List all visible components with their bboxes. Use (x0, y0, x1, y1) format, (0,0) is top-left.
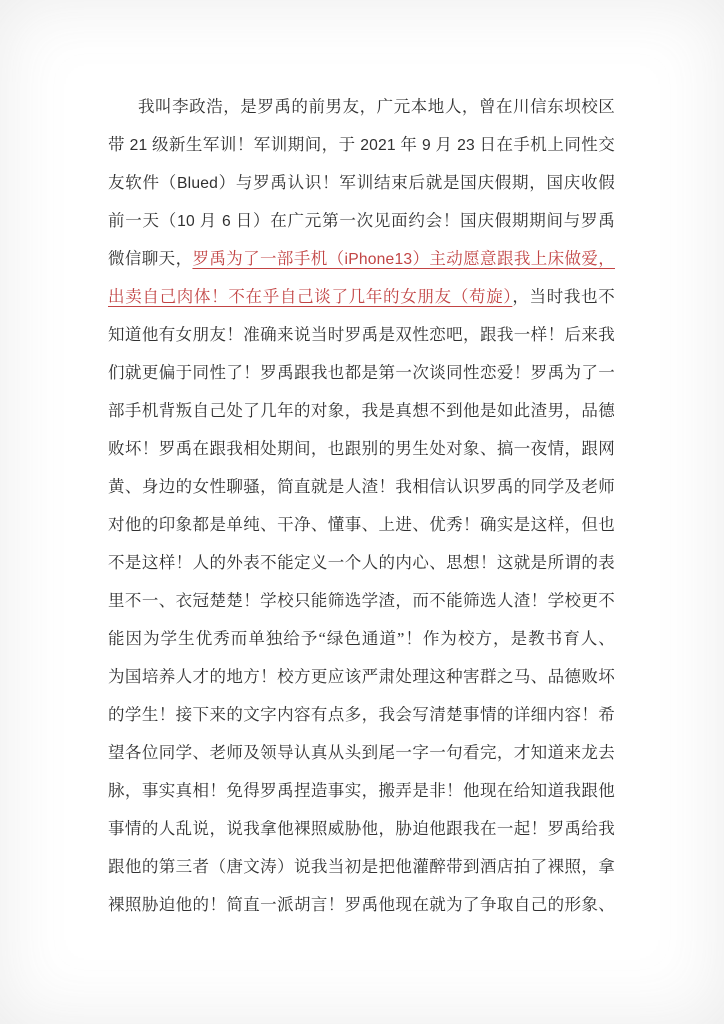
body-text: 里不一、衣冠楚楚！学校只能筛选学渣，而不能筛选人渣！学校更不 (108, 591, 615, 610)
text-line (108, 734, 615, 772)
latin-text: 6 (221, 213, 231, 230)
text-line (108, 240, 615, 278)
latin-text: 23 (457, 137, 475, 154)
body-text: 黄、身边的女性聊骚，简直就是人渣！我相信认识罗禹的同学及老师 (108, 477, 615, 496)
body-text: 为国培养人才的地方！校方更应该严肃处理这种害群之马、品德败坏 (108, 667, 615, 686)
body-text: 能因为学生优秀而单独给予“绿色通道”！作为校方，是教书育人、 (108, 629, 615, 648)
body-text: 败坏！罗禹在跟我相处期间，也跟别的男生处对象、搞一夜情，跟网 (108, 439, 615, 458)
red-underlined-text: 出卖自己肉体！不在乎自己谈了几年的女朋友（苟旋） (108, 287, 513, 306)
text-line (108, 658, 615, 696)
text-line (108, 392, 615, 430)
body-text: 不是这样！人的外表不能定义一个人的内心、思想！这就是所谓的表 (108, 553, 615, 572)
latin-text: 21 (129, 137, 148, 154)
body-text: 望各位同学、老师及领导认真从头到尾一字一句看完，才知道来龙去 (108, 743, 615, 762)
body-text: 脉，事实真相！免得罗禹捏造事实，搬弄是非！他现在给知道我跟他 (108, 781, 615, 800)
text-line (108, 88, 615, 126)
latin-text: 9 (422, 137, 431, 154)
body-text: 我叫李政浩，是罗禹的前男友，广元本地人，曾在川信东坝校区 (138, 97, 615, 116)
paragraph (108, 88, 615, 924)
body-text: 知道他有女朋友！准确来说当时罗禹是双性恋吧，跟我一样！后来我 (108, 325, 615, 344)
red-underlined-text: 罗禹为了一部手机（iPhone13）主动愿意跟我上床做爱， (192, 249, 615, 268)
body-text: 对他的印象都是单纯、干净、懂事、上进、优秀！确实是这样，但也 (108, 515, 615, 534)
text-line (108, 696, 615, 734)
text-line (108, 316, 615, 354)
latin-text: 2021 (360, 137, 396, 154)
text-line (108, 278, 615, 316)
body-text: 友软件（Blued）与罗禹认识！军训结束后就是国庆假期，国庆收假 (108, 173, 615, 192)
body-text: 前一天（10 月 6 日）在广元第一次见面约会！国庆假期期间与罗禹 (108, 211, 615, 230)
body-text: 裸照胁迫他的！简直一派胡言！罗禹他现在就为了争取自己的形象、 (108, 895, 615, 914)
text-line (108, 620, 615, 658)
latin-text: 10 (177, 213, 195, 230)
text-line (108, 126, 615, 164)
latin-text: Blued (177, 175, 219, 192)
text-line (108, 164, 615, 202)
body-text: 部手机背叛自己处了几年的对象，我是真想不到他是如此渣男，品德 (108, 401, 615, 420)
text-line (108, 582, 615, 620)
text-line (108, 810, 615, 848)
text-line (108, 886, 615, 924)
text-line (108, 848, 615, 886)
text-line (108, 544, 615, 582)
text-line (108, 506, 615, 544)
body-text: ，当时我也不 (512, 287, 615, 306)
text-line (108, 430, 615, 468)
body-text: 微信聊天， (108, 249, 193, 268)
body-text: 带 21 级新生军训！军训期间，于 2021 年 9 月 23 日在手机上同性交 (108, 135, 615, 154)
text-line (108, 354, 615, 392)
body-text: 事情的人乱说，说我拿他裸照威胁他，胁迫他跟我在一起！罗禹给我 (108, 819, 615, 838)
text-line (108, 202, 615, 240)
body-text: 跟他的第三者（唐文涛）说我当初是把他灌醉带到酒店拍了裸照，拿 (108, 857, 615, 876)
text-line (108, 468, 615, 506)
latin-text: iPhone13 (344, 251, 413, 268)
body-text: 的学生！接下来的文字内容有点多，我会写清楚事情的详细内容！希 (108, 705, 615, 724)
body-text: 们就更偏于同性了！罗禹跟我也都是第一次谈同性恋爱！罗禹为了一 (108, 363, 615, 382)
text-line (108, 772, 615, 810)
